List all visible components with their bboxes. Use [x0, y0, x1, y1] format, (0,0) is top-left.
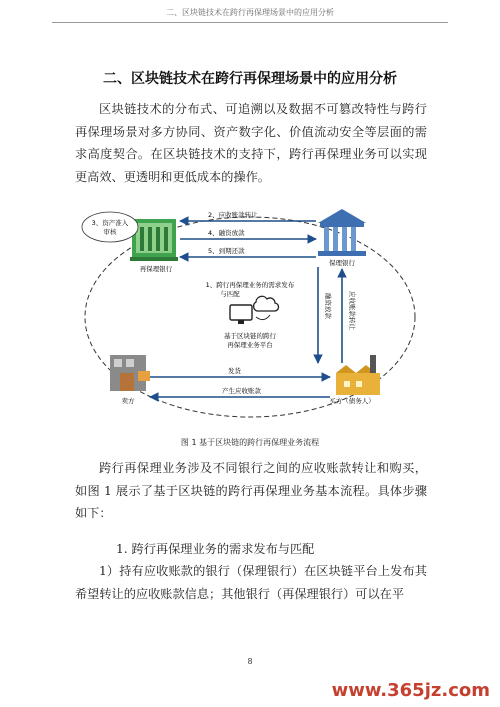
delivery-label: 发货: [228, 367, 241, 375]
factor-bank-label: 保理银行: [329, 259, 355, 267]
page-number: 8: [247, 657, 253, 666]
platform-label-1: 基于区块链的跨行: [224, 332, 276, 340]
due-repay-label: 5、到期还款: [208, 247, 245, 255]
asset-admission-oval: [82, 212, 138, 242]
step1-paragraph: 1）持有应收账款的银行（保理银行）在区块链平台上发布其希望转让的应收账款信息；其他银行（再保理银行）可以在平: [75, 564, 427, 601]
flow-diagram: [80, 205, 420, 425]
step1-heading: 1. 跨行再保理业务的需求发布与匹配: [116, 542, 315, 556]
matching-label-2: 与匹配: [220, 290, 240, 298]
header-divider: [52, 22, 448, 23]
transfer-label: 2、应收账款转让: [208, 211, 258, 219]
factor-bank-icon: [318, 209, 366, 256]
seller-icon: [110, 355, 150, 391]
platform-label-2: 再保理业务平台: [227, 341, 273, 349]
financing-vertical-label: 融资放款: [324, 293, 332, 319]
running-header: 二、区块链技术在跨行再保理场景中的应用分析: [166, 8, 334, 17]
asset-admission-label-2: 审核: [103, 228, 117, 236]
cloud-computer-icon: [230, 296, 279, 324]
figure-caption: 图 1 基于区块链的跨行再保理业务流程: [180, 438, 320, 447]
asset-admission-label-1: 3、资产准入: [91, 219, 129, 227]
watermark: www.365jz.com: [331, 680, 490, 701]
section-title: 二、区块链技术在跨行再保理场景中的应用分析: [103, 71, 397, 87]
flow-intro-paragraph: 跨行再保理业务涉及不同银行之间的应收账款转让和购买，如图 1 展示了基于区块链的跨行再保理业务基本流程。具体步骤如下：: [75, 461, 427, 520]
seller-label: 卖方: [121, 397, 135, 405]
financing-label: 4、融资放款: [208, 229, 245, 237]
intro-paragraph: 区块链技术的分布式、可追溯以及数据不可篡改特性与跨行再保理场景对多方协同、资产数字化、价值流动安全等层面的需求高度契合。在区块链技术的支持下，跨行再保理业务可以实现更高效、更透明和更低成本的操作。: [75, 102, 427, 184]
buyer-label: 买方（债务人）: [329, 397, 375, 405]
transfer-vertical-label: 应收账款转让: [348, 291, 356, 330]
receivable-label: 产生应收账款: [222, 387, 261, 395]
matching-label-1: 1、跨行再保理业务的需求发布: [205, 281, 295, 289]
rebank-label: 再保理银行: [139, 265, 173, 273]
